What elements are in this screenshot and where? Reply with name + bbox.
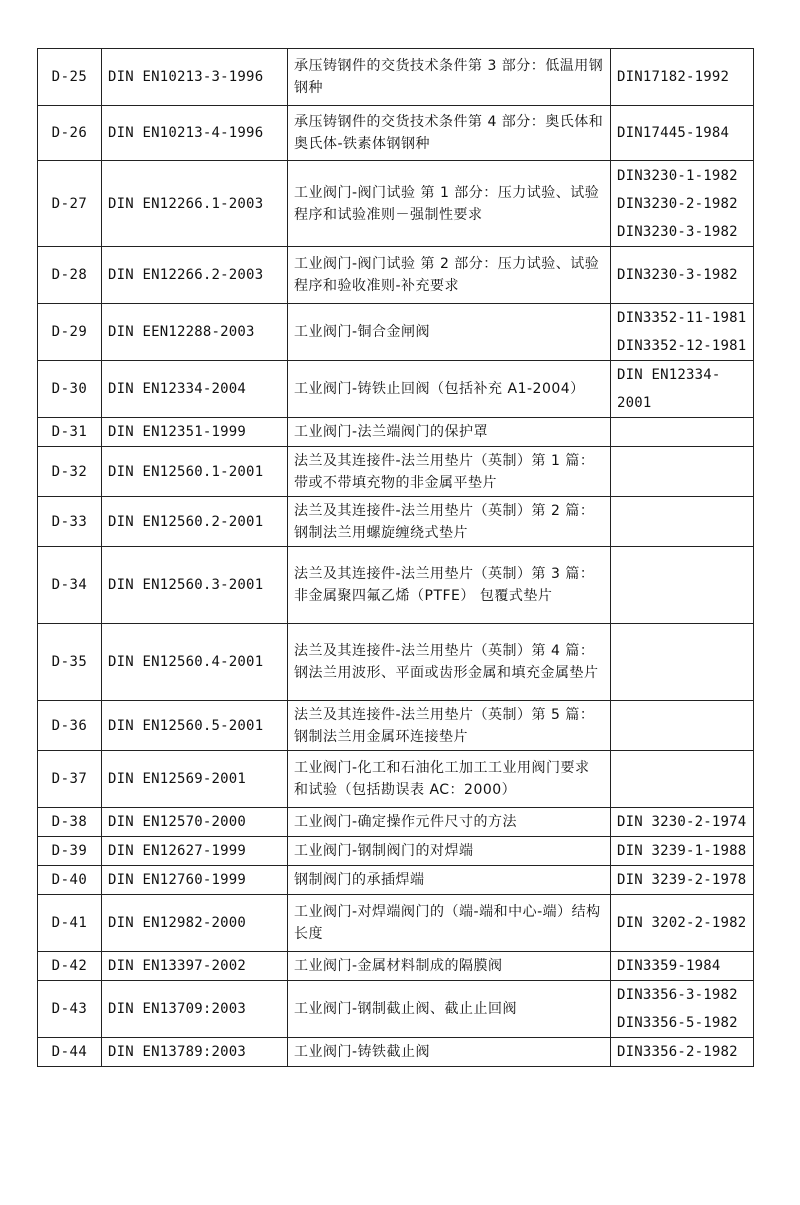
row-number-cell: D-25 bbox=[38, 49, 102, 106]
standard-title-cell: 工业阀门-钢制阀门的对焊端 bbox=[288, 837, 611, 866]
standard-code-cell: DIN EN12560.4-2001 bbox=[102, 624, 288, 701]
standard-title-cell: 承压铸钢件的交货技术条件第 3 部分：低温用钢钢种 bbox=[288, 49, 611, 106]
row-number-cell: D-26 bbox=[38, 106, 102, 161]
standard-title-cell: 法兰及其连接件-法兰用垫片（英制）第 4 篇：钢法兰用波形、平面或齿形金属和填充金属垫片 bbox=[288, 624, 611, 701]
standard-title-cell: 工业阀门-铸铁截止阀 bbox=[288, 1038, 611, 1067]
replaced-standard-code: DIN3230-2-1982 bbox=[617, 195, 738, 212]
replaced-standard-code: DIN 3202-2-1982 bbox=[617, 915, 747, 931]
row-number-cell: D-35 bbox=[38, 624, 102, 701]
table-row bbox=[38, 361, 754, 418]
replaced-standard-code: DIN3230-3-1982 bbox=[617, 223, 738, 240]
standard-title-cell: 法兰及其连接件-法兰用垫片（英制）第 3 篇：非金属聚四氟乙烯（PTFE） 包覆式垫片 bbox=[288, 547, 611, 624]
table-row bbox=[38, 895, 754, 952]
row-number-cell: D-42 bbox=[38, 952, 102, 981]
standard-code-cell: DIN EN12560.1-2001 bbox=[102, 447, 288, 497]
replaced-standard-code: DIN3230-3-1982 bbox=[617, 267, 738, 283]
table-row bbox=[38, 497, 754, 547]
row-number-cell: D-30 bbox=[38, 361, 102, 418]
replaced-standard-cell bbox=[611, 418, 754, 447]
row-number-cell: D-43 bbox=[38, 981, 102, 1038]
table-row bbox=[38, 952, 754, 981]
standard-code-cell: DIN EN12560.3-2001 bbox=[102, 547, 288, 624]
replaced-standard-cell bbox=[611, 497, 754, 547]
row-number-cell: D-29 bbox=[38, 304, 102, 361]
replaced-standard-code: DIN 3230-2-1974 bbox=[617, 814, 747, 830]
standard-code-cell: DIN EN13397-2002 bbox=[102, 952, 288, 981]
standard-code-cell: DIN EN12569-2001 bbox=[102, 751, 288, 808]
replaced-standard-cell bbox=[611, 1038, 754, 1067]
replaced-standard-code: DIN3230-1-1982 bbox=[617, 167, 738, 184]
row-number-cell: D-34 bbox=[38, 547, 102, 624]
standard-title-cell: 法兰及其连接件-法兰用垫片（英制）第 5 篇：钢制法兰用金属环连接垫片 bbox=[288, 701, 611, 751]
row-number-cell: D-33 bbox=[38, 497, 102, 547]
table-row bbox=[38, 247, 754, 304]
table-row bbox=[38, 701, 754, 751]
standard-code-cell: DIN EN12570-2000 bbox=[102, 808, 288, 837]
row-number-cell: D-40 bbox=[38, 866, 102, 895]
row-number-cell: D-38 bbox=[38, 808, 102, 837]
standard-code-cell: DIN EN12266.2-2003 bbox=[102, 247, 288, 304]
standard-code-cell: DIN EN12560.2-2001 bbox=[102, 497, 288, 547]
row-number-cell: D-28 bbox=[38, 247, 102, 304]
standard-title-cell: 承压铸钢件的交货技术条件第 4 部分：奥氏体和奥氏体-铁素体钢钢种 bbox=[288, 106, 611, 161]
row-number-cell: D-37 bbox=[38, 751, 102, 808]
row-number-cell: D-36 bbox=[38, 701, 102, 751]
standards-table bbox=[37, 48, 754, 1067]
replaced-standard-cell bbox=[611, 837, 754, 866]
replaced-standard-code: DIN17182-1992 bbox=[617, 69, 730, 85]
standard-code-cell: DIN EN12982-2000 bbox=[102, 895, 288, 952]
replaced-standard-cell bbox=[611, 952, 754, 981]
replaced-standard-code: DIN EN12334-2001 bbox=[617, 367, 721, 411]
standard-title-cell: 工业阀门-法兰端阀门的保护罩 bbox=[288, 418, 611, 447]
standard-title-cell: 工业阀门-铜合金闸阀 bbox=[288, 304, 611, 361]
standard-code-cell: DIN EN13709:2003 bbox=[102, 981, 288, 1038]
replaced-standard-cell bbox=[611, 547, 754, 624]
replaced-standard-cell bbox=[611, 866, 754, 895]
replaced-standard-code: DIN3352-11-1981 bbox=[617, 310, 747, 326]
standard-code-cell: DIN EEN12288-2003 bbox=[102, 304, 288, 361]
standard-code-cell: DIN EN13789:2003 bbox=[102, 1038, 288, 1067]
replaced-standard-cell bbox=[611, 624, 754, 701]
replaced-standard-code: DIN 3239-1-1988 bbox=[617, 843, 747, 859]
replaced-standard-cell bbox=[611, 106, 754, 161]
table-row bbox=[38, 751, 754, 808]
table-row bbox=[38, 981, 754, 1038]
standard-title-cell: 工业阀门-钢制截止阀、截止止回阀 bbox=[288, 981, 611, 1038]
standard-title-cell: 工业阀门-确定操作元件尺寸的方法 bbox=[288, 808, 611, 837]
table-row bbox=[38, 1038, 754, 1067]
replaced-standard-cell bbox=[611, 751, 754, 808]
standard-title-cell: 工业阀门-对焊端阀门的（端-端和中心-端）结构长度 bbox=[288, 895, 611, 952]
replaced-standard-cell bbox=[611, 361, 754, 418]
row-number-cell: D-31 bbox=[38, 418, 102, 447]
standard-title-cell: 工业阀门-金属材料制成的隔膜阀 bbox=[288, 952, 611, 981]
replaced-standard-cell bbox=[611, 447, 754, 497]
replaced-standard-code: DIN3356-5-1982 bbox=[617, 1015, 738, 1031]
row-number-cell: D-32 bbox=[38, 447, 102, 497]
standard-code-cell: DIN EN12760-1999 bbox=[102, 866, 288, 895]
table-row bbox=[38, 837, 754, 866]
standard-title-cell: 法兰及其连接件-法兰用垫片（英制）第 2 篇：钢制法兰用螺旋缠绕式垫片 bbox=[288, 497, 611, 547]
standard-title-cell: 工业阀门-阀门试验 第 2 部分：压力试验、试验程序和验收准则-补充要求 bbox=[288, 247, 611, 304]
table-row bbox=[38, 304, 754, 361]
standard-title-cell: 工业阀门-化工和石油化工加工工业用阀门要求和试验（包括勘误表 AC：2000） bbox=[288, 751, 611, 808]
table-row bbox=[38, 808, 754, 837]
replaced-standard-cell bbox=[611, 247, 754, 304]
replaced-standard-code: DIN17445-1984 bbox=[617, 125, 730, 141]
row-number-cell: D-39 bbox=[38, 837, 102, 866]
table-row bbox=[38, 418, 754, 447]
table-row bbox=[38, 624, 754, 701]
replaced-standard-cell bbox=[611, 808, 754, 837]
table-row bbox=[38, 447, 754, 497]
replaced-standard-cell bbox=[611, 701, 754, 751]
replaced-standard-code: DIN 3239-2-1978 bbox=[617, 872, 747, 888]
table-row bbox=[38, 49, 754, 106]
replaced-standard-cell bbox=[611, 304, 754, 361]
table-row bbox=[38, 866, 754, 895]
standard-code-cell: DIN EN12266.1-2003 bbox=[102, 161, 288, 247]
table-row bbox=[38, 106, 754, 161]
replaced-standard-code: DIN3356-2-1982 bbox=[617, 1044, 738, 1060]
table-row bbox=[38, 161, 754, 247]
standard-title-cell: 工业阀门-阀门试验 第 1 部分：压力试验、试验程序和试验准则－强制性要求 bbox=[288, 161, 611, 247]
table-row bbox=[38, 547, 754, 624]
replaced-standard-code: DIN3356-3-1982 bbox=[617, 987, 738, 1003]
row-number-cell: D-27 bbox=[38, 161, 102, 247]
replaced-standard-cell bbox=[611, 49, 754, 106]
standard-title-cell: 法兰及其连接件-法兰用垫片（英制）第 1 篇：带或不带填充物的非金属平垫片 bbox=[288, 447, 611, 497]
standard-code-cell: DIN EN12627-1999 bbox=[102, 837, 288, 866]
standard-code-cell: DIN EN12334-2004 bbox=[102, 361, 288, 418]
replaced-standard-code: DIN3359-1984 bbox=[617, 958, 721, 974]
standard-title-cell: 工业阀门-铸铁止回阀（包括补充 A1-2004） bbox=[288, 361, 611, 418]
standard-code-cell: DIN EN12560.5-2001 bbox=[102, 701, 288, 751]
replaced-standard-cell bbox=[611, 161, 754, 247]
replaced-standard-cell bbox=[611, 895, 754, 952]
row-number-cell: D-41 bbox=[38, 895, 102, 952]
standard-code-cell: DIN EN10213-3-1996 bbox=[102, 49, 288, 106]
standard-title-cell: 钢制阀门的承插焊端 bbox=[288, 866, 611, 895]
row-number-cell: D-44 bbox=[38, 1038, 102, 1067]
standards-table-body bbox=[38, 49, 754, 1067]
standard-code-cell: DIN EN12351-1999 bbox=[102, 418, 288, 447]
standard-code-cell: DIN EN10213-4-1996 bbox=[102, 106, 288, 161]
replaced-standard-cell bbox=[611, 981, 754, 1038]
replaced-standard-code: DIN3352-12-1981 bbox=[617, 338, 747, 354]
